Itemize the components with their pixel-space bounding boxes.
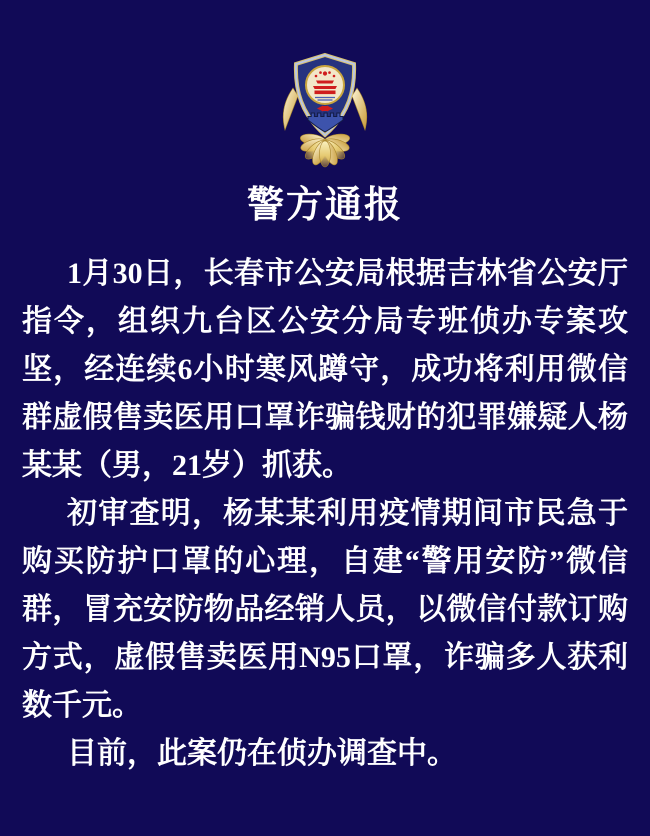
- police-badge-icon: [264, 42, 386, 170]
- notice-paragraph-2: 初审查明，杨某某利用疫情期间市民急于购买防护口罩的心理，自建“警用安防”微信群，冒充安防物品经销人员，以微信付款订购方式，虚假售卖医用N95口罩，诈骗多人获利数千元。: [22, 497, 628, 722]
- notice-paragraph-3: 目前，此案仍在侦办调查中。: [67, 737, 457, 770]
- notice-body: [22, 250, 628, 778]
- police-badge: [264, 42, 386, 170]
- badge-national-emblem: [306, 66, 344, 104]
- notice-title: 警方通报: [247, 185, 403, 226]
- badge-great-wall: [308, 113, 343, 132]
- notice-paragraph-1: 1月30日，长春市公安局根据吉林省公安厅指令，组织九台区公安分局专班侦办专案攻坚，经连续6小时寒风蹲守，成功将利用微信群虚假售卖医用口罩诈骗钱财的犯罪嫌疑人杨某某（男，21岁）抓获。: [22, 257, 628, 482]
